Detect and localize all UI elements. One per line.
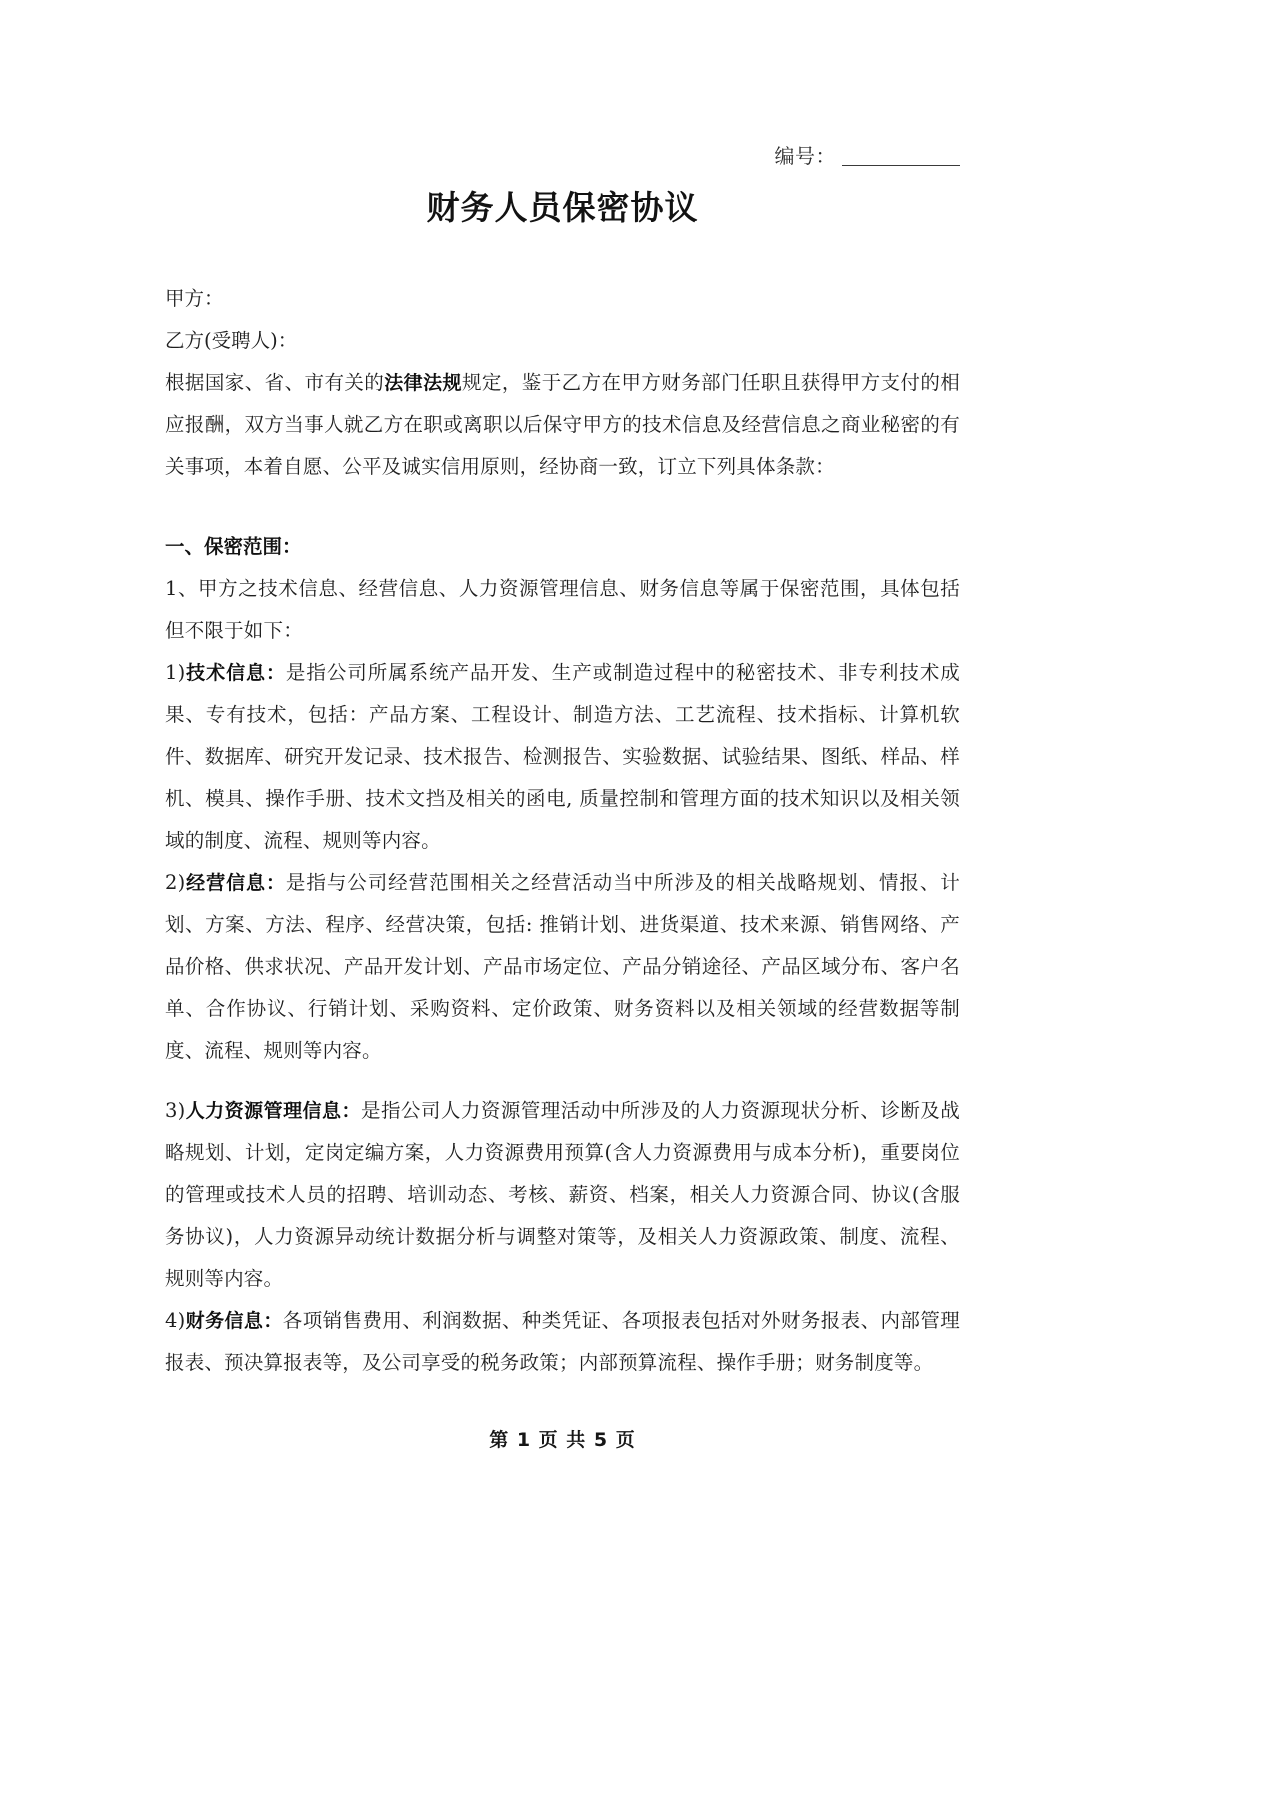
party-a-line: 甲方： <box>165 287 224 310</box>
item-text: 是指公司人力资源管理活动中所涉及的人力资源现状分析、诊断及战略规划、计划，定岗定编方案，人力资源费用预算(含人力资源费用与成本分析)，重要岗位的管理或技术人员的招聘、培训动态、考核、薪资、档案，相关人力资源合同、协议(含服务协议)，人力资源异动统计数据分析与调整对策等，及相关人力资源政策、制度、流程、规则等内容。 <box>165 1099 960 1290</box>
item-prefix: 2) <box>165 871 186 894</box>
item-label-technical: 技术信息： <box>185 662 286 684</box>
scope-item-hr <box>165 1090 960 1300</box>
page-title: 财务人员保密协议 <box>426 188 699 227</box>
preamble-text-1: 根据国家、省、市有关的 <box>165 371 385 394</box>
item-text: 各项销售费用、利润数据、种类凭证、各项报表包括对外财务报表、内部管理报表、预决算报表等，及公司享受的税务政策；内部预算流程、操作手册；财务制度等。 <box>165 1309 960 1374</box>
item-label-hr: 人力资源管理信息： <box>185 1100 361 1122</box>
scope-item-financial <box>165 1300 960 1384</box>
item-prefix: 1) <box>165 661 186 684</box>
document-number-label: 编号： <box>774 144 836 168</box>
item-prefix: 4) <box>165 1309 186 1332</box>
document-number-blank <box>842 165 960 166</box>
preamble-paragraph <box>165 362 960 488</box>
item-label-business: 经营信息： <box>185 872 286 894</box>
spacer <box>165 488 960 526</box>
page-content <box>165 0 960 1810</box>
preamble-text-2: 规定，鉴于乙方在甲方财务部门任职且获得甲方支付的相应报酬，双方当事人就乙方在职或离职以后保守甲方的技术信息及经营信息之商业秘密的有关事项，本着自愿、公平及诚实信用原则，经协商一致，订立下列具体条款： <box>165 371 960 478</box>
spacer <box>165 1072 960 1090</box>
item-text: 是指与公司经营范围相关之经营活动当中所涉及的相关战略规划、情报、计划、方案、方法、程序、经营决策，包括: 推销计划、进货渠道、技术来源、销售网络、产品价格、供求状况、产品开发计划、产品市场定位、产品分销途径、产品区域分布、客户名单、合作协议、行销计划、采购资料、定价政策、财务资料以及相关领域的经营数据等制度、流程、规则等内容。 <box>165 871 960 1062</box>
item-prefix: 3) <box>165 1099 186 1122</box>
section-heading-scope: 一、保密范围： <box>165 535 302 558</box>
party-b-line: 乙方(受聘人)： <box>165 329 298 352</box>
scope-item-technical <box>165 652 960 862</box>
document-body <box>165 278 960 1384</box>
section-one-intro: 1、甲方之技术信息、经营信息、人力资源管理信息、财务信息等属于保密范围，具体包括但不限于如下： <box>165 577 960 642</box>
page-footer <box>165 1425 960 1452</box>
item-label-financial: 财务信息： <box>185 1310 283 1332</box>
preamble-bold-laws: 法律法规 <box>384 372 462 394</box>
item-text: 是指公司所属系统产品开发、生产或制造过程中的秘密技术、非专利技术成果、专有技术，包括：产品方案、工程设计、制造方法、工艺流程、技术指标、计算机软件、数据库、研究开发记录、技术报告、检测报告、实验数据、试验结果、图纸、样品、样机、模具、操作手册、技术文挡及相关的函电, 质量控制和管理方面的技术知识以及相关领域的制度、流程、规则等内容。 <box>165 661 960 852</box>
page-number-indicator: 第 1 页 共 5 页 <box>489 1429 636 1451</box>
document-number-line <box>775 140 961 169</box>
scope-item-business <box>165 862 960 1072</box>
